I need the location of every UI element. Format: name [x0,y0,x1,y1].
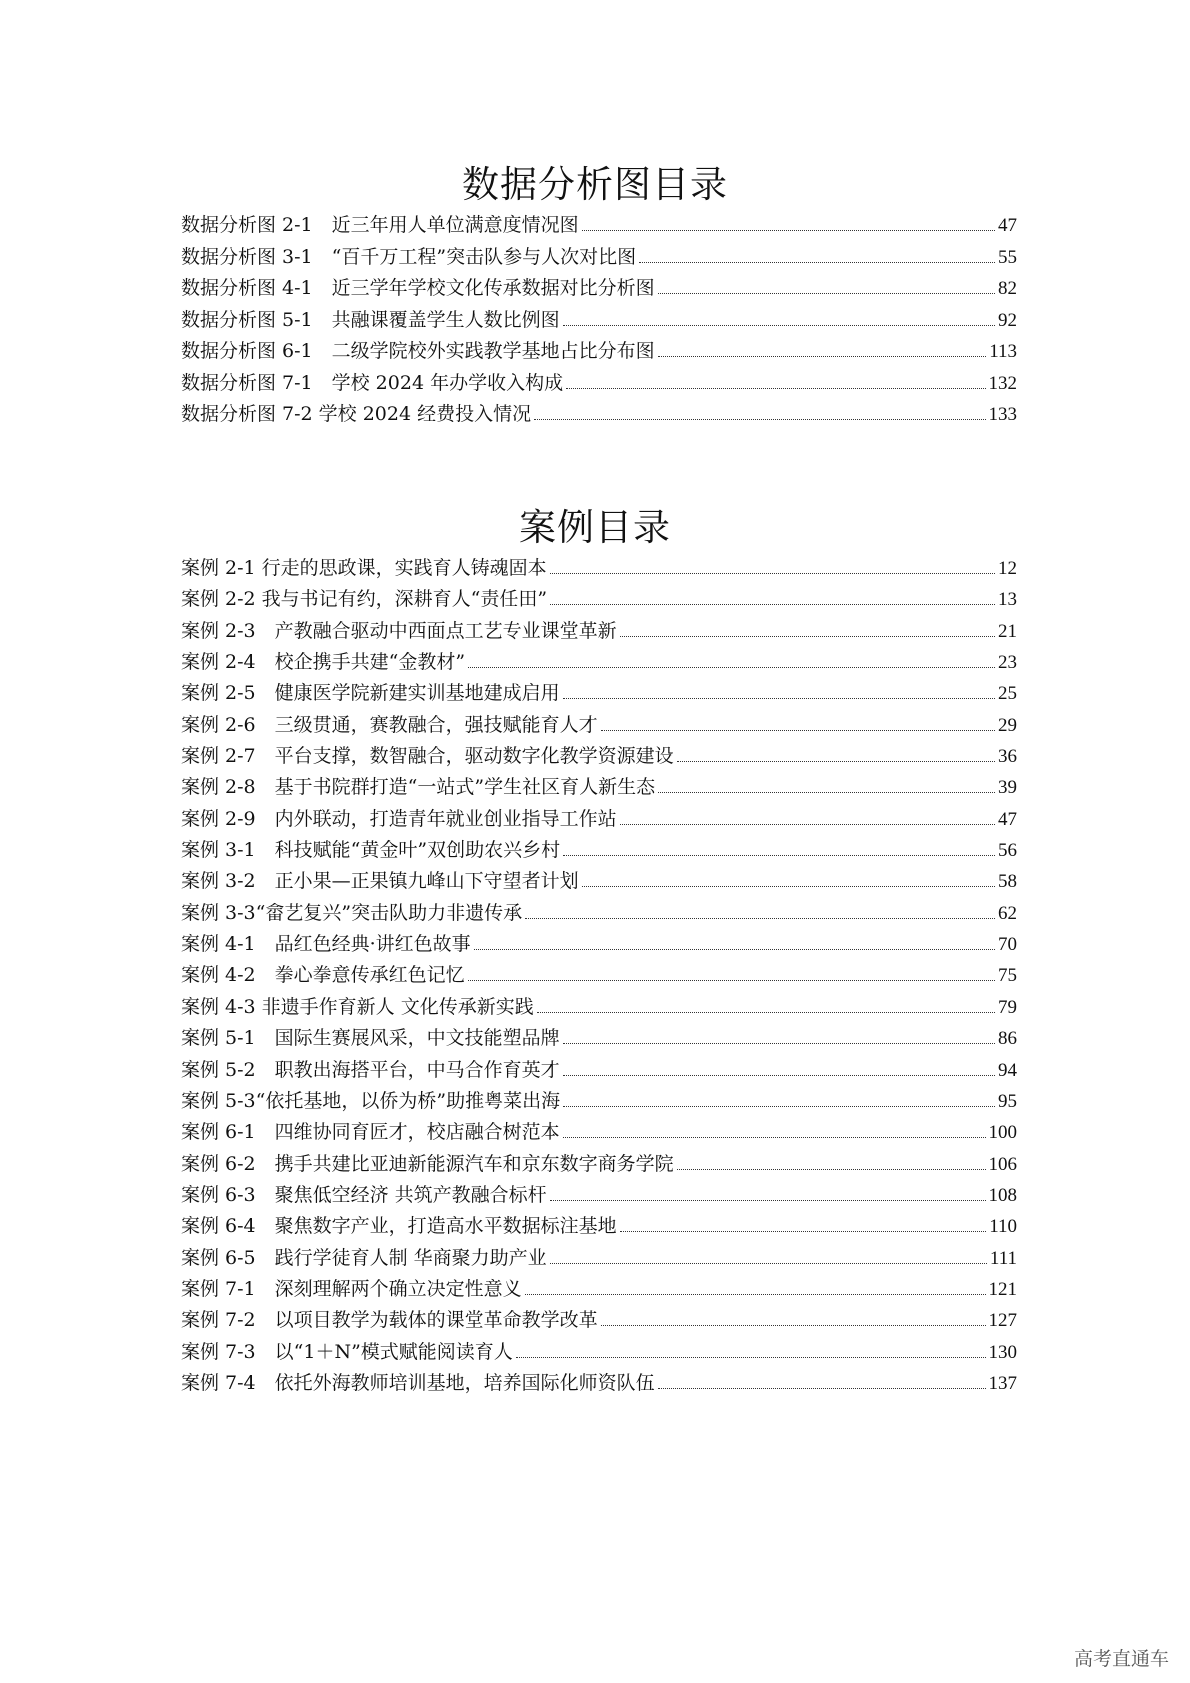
toc-entry[interactable] [181,1149,1017,1180]
dot-leader [525,1294,986,1295]
toc-entry-page: 132 [988,372,1017,394]
toc-entry-page: 70 [998,934,1017,956]
dot-leader [563,855,995,856]
dot-leader [537,1012,995,1013]
toc-entry-page: 130 [988,1341,1017,1363]
toc-entry[interactable] [181,210,1017,242]
toc-entry-label: 案例 2-4 校企携手共建“金教材” [181,651,466,674]
toc-entry[interactable] [181,741,1017,772]
toc-entry[interactable] [181,1243,1017,1274]
toc-entry-page: 121 [988,1278,1017,1300]
dot-leader [534,419,985,420]
toc-entry[interactable] [181,1368,1017,1399]
toc-entry[interactable] [181,1055,1017,1086]
toc-entry-label: 案例 7-2 以项目教学为载体的课堂革命教学改革 [181,1309,598,1332]
toc-entry-page: 82 [998,278,1017,299]
toc-entry-page: 100 [988,1122,1017,1144]
toc-entry[interactable] [181,772,1017,803]
toc-entry-page: 58 [998,871,1017,893]
toc-entry[interactable] [181,616,1017,647]
dot-leader [468,980,995,981]
toc-entry-label: 案例 3-2 正小果—正果镇九峰山下守望者计划 [181,870,579,893]
dot-leader [550,604,995,605]
toc-entry-page: 92 [998,309,1017,331]
toc-entry-page: 47 [998,215,1017,236]
dot-leader [563,1137,986,1138]
toc-entry[interactable] [181,647,1017,678]
dot-leader [658,1388,986,1389]
dot-leader [474,949,995,950]
toc-entry-label: 案例 7-1 深刻理解两个确立决定性意义 [181,1277,522,1300]
toc-entry[interactable] [181,553,1017,584]
dot-leader [525,918,995,919]
dot-leader [563,1106,995,1107]
dot-leader [563,1075,995,1076]
toc-entry[interactable] [181,1086,1017,1117]
toc-entry-label: 案例 6-4 聚焦数字产业，打造高水平数据标注基地 [181,1215,617,1238]
toc-entry[interactable] [181,804,1017,835]
dot-leader [658,293,995,294]
toc-entry-page: 36 [998,746,1017,768]
cases-toc-title: 案例目录 [519,506,671,549]
toc-entry-page: 133 [988,404,1017,425]
dot-leader [563,698,995,699]
toc-entry[interactable] [181,1117,1017,1148]
dot-leader [620,824,995,825]
toc-entry-label: 案例 2-6 三级贯通，赛教融合，强技赋能育人才 [181,713,598,736]
toc-entry-page: 111 [989,1247,1017,1269]
toc-entry-page: 39 [998,777,1017,799]
toc-entry-page: 29 [998,714,1017,736]
toc-entry[interactable] [181,1305,1017,1336]
dot-leader [563,1043,995,1044]
dot-leader [550,573,995,574]
toc-entry-label: 案例 2-8 基于书院群打造“一站式”学生社区育人新生态 [181,776,656,799]
toc-entry-label: 数据分析图 5-1 共融课覆盖学生人数比例图 [181,308,560,331]
dot-leader [550,1200,986,1201]
toc-entry[interactable] [181,584,1017,615]
cases-toc-list [181,553,1017,1399]
toc-entry-page: 12 [998,558,1017,579]
toc-entry-label: 案例 5-3“依托基地，以侨为桥”助推粤菜出海 [181,1089,561,1112]
toc-entry-page: 94 [998,1059,1017,1081]
toc-entry-label: 案例 6-2 携手共建比亚迪新能源汽车和京东数字商务学院 [181,1152,674,1175]
toc-entry-label: 案例 3-1 科技赋能“黄金叶”双创助农兴乡村 [181,839,561,862]
toc-entry-page: 55 [998,246,1017,268]
toc-entry-page: 86 [998,1028,1017,1050]
toc-entry-label: 案例 2-5 健康医学院新建实训基地建成启用 [181,682,560,705]
toc-entry-label: 案例 6-5 践行学徒育人制 华商聚力助产业 [181,1246,547,1269]
toc-entry[interactable] [181,960,1017,991]
toc-entry-label: 案例 7-3 以“1＋N”模式赋能阅读育人 [181,1340,513,1363]
toc-entry-label: 案例 6-1 四维协同育匠才，校店融合树范本 [181,1121,560,1144]
toc-entry[interactable] [181,305,1017,337]
dot-leader [601,730,995,731]
toc-entry-page: 106 [988,1153,1017,1175]
dot-leader [658,792,995,793]
toc-entry-page: 21 [998,620,1017,642]
toc-entry[interactable] [181,273,1017,305]
toc-entry[interactable] [181,1337,1017,1368]
toc-entry-page: 62 [998,902,1017,924]
toc-entry-label: 案例 4-3 非遗手作育新人 文化传承新实践 [181,995,534,1018]
toc-entry-page: 110 [989,1216,1017,1238]
toc-entry-page: 108 [988,1184,1017,1206]
toc-entry-label: 数据分析图 7-2 学校 2024 经费投入情况 [181,403,532,425]
toc-entry[interactable] [181,399,1017,431]
toc-entry-label: 案例 2-1 行走的思政课，实践育人铸魂固本 [181,557,547,579]
toc-entry[interactable] [181,336,1017,368]
toc-entry[interactable] [181,898,1017,929]
dot-leader [582,886,995,887]
toc-entry-page: 75 [998,965,1017,987]
toc-entry-page: 23 [998,652,1017,674]
dot-leader [639,262,995,263]
toc-entry[interactable] [181,1180,1017,1211]
toc-entry[interactable] [181,1274,1017,1305]
toc-entry-label: 案例 2-7 平台支撑，数智融合，驱动数字化教学资源建设 [181,745,674,768]
toc-entry-label: 案例 6-3 聚焦低空经济 共筑产教融合标杆 [181,1183,547,1206]
dot-leader [582,230,995,231]
dot-leader [468,667,995,668]
dot-leader [658,356,987,357]
toc-entry-label: 数据分析图 6-1 二级学院校外实践教学基地占比分布图 [181,340,655,362]
toc-entry-label: 案例 2-9 内外联动，打造青年就业创业指导工作站 [181,807,617,830]
toc-entry-label: 数据分析图 7-1 学校 2024 年办学收入构成 [181,371,564,394]
toc-entry-page: 47 [998,808,1017,830]
toc-entry-label: 案例 3-3“畲艺复兴”突击队助力非遗传承 [181,901,523,924]
figures-toc-title: 数据分析图目录 [462,163,728,206]
dot-leader [550,1263,987,1264]
toc-entry[interactable] [181,368,1017,400]
toc-entry-page: 79 [998,996,1017,1018]
dot-leader [677,761,995,762]
toc-entry-label: 数据分析图 3-1 “百千万工程”突击队参与人次对比图 [181,245,637,268]
toc-entry-label: 案例 2-3 产教融合驱动中西面点工艺专业课堂革新 [181,619,617,642]
dot-leader [620,636,995,637]
dot-leader [566,388,985,389]
dot-leader [563,325,995,326]
toc-entry[interactable] [181,866,1017,897]
toc-entry-label: 案例 7-4 依托外海教师培训基地，培养国际化师资队伍 [181,1371,655,1394]
toc-entry[interactable] [181,1023,1017,1054]
toc-entry[interactable] [181,1211,1017,1242]
toc-entry[interactable] [181,242,1017,274]
figures-toc-list [181,210,1017,431]
toc-entry-page: 95 [998,1090,1017,1112]
toc-entry-label: 数据分析图 2-1 近三年用人单位满意度情况图 [181,214,579,236]
toc-entry-label: 案例 4-1 品红色经典·讲红色故事 [181,933,471,956]
toc-entry-label: 数据分析图 4-1 近三学年学校文化传承数据对比分析图 [181,277,655,299]
toc-entry-label: 案例 5-2 职教出海搭平台，中马合作育英才 [181,1058,560,1081]
toc-entry-label: 案例 5-1 国际生赛展风采，中文技能塑品牌 [181,1027,560,1050]
dot-leader [516,1357,986,1358]
toc-entry-page: 113 [989,341,1017,362]
toc-entry-page: 56 [998,840,1017,862]
toc-entry-label: 案例 2-2 我与书记有约，深耕育人“责任田” [181,588,548,611]
watermark: 高考直通车 [1073,1648,1169,1670]
toc-entry-page: 137 [988,1372,1017,1394]
toc-entry-page: 13 [998,589,1017,611]
dot-leader [601,1325,986,1326]
toc-entry[interactable] [181,678,1017,709]
toc-entry-page: 127 [988,1310,1017,1332]
toc-entry[interactable] [181,710,1017,741]
toc-entry[interactable] [181,835,1017,866]
dot-leader [620,1231,987,1232]
toc-entry[interactable] [181,929,1017,960]
toc-entry-label: 案例 4-2 拳心拳意传承红色记忆 [181,964,465,987]
toc-entry-page: 25 [998,683,1017,705]
dot-leader [677,1169,986,1170]
toc-entry[interactable] [181,992,1017,1023]
